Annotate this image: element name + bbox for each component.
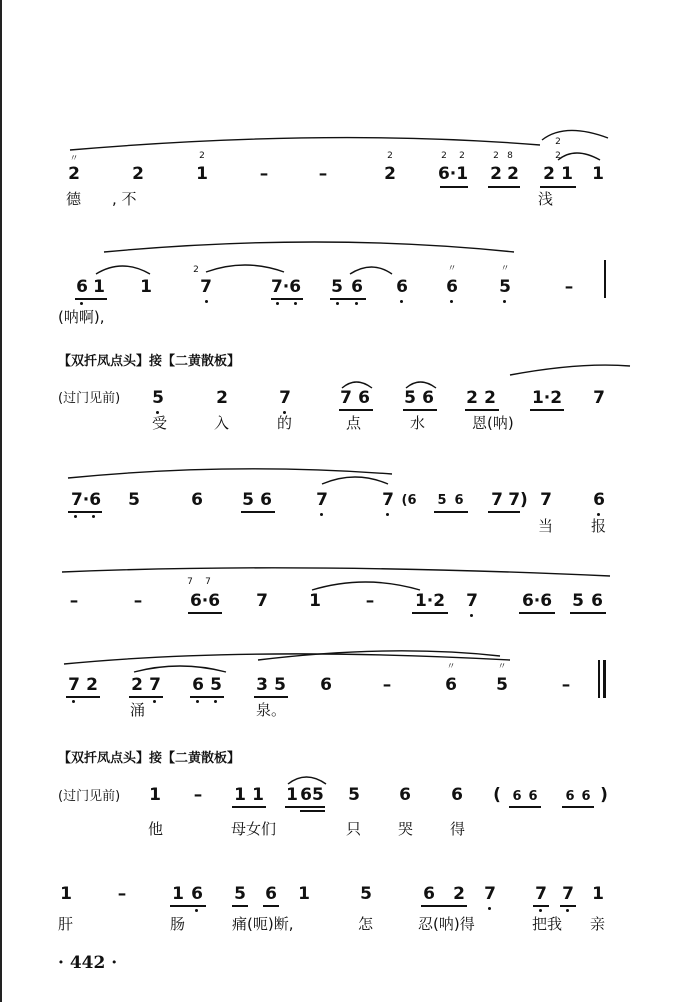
beam xyxy=(403,409,437,411)
note: 7 xyxy=(149,675,161,695)
note: (6 xyxy=(401,493,417,508)
lyric: 母女们 xyxy=(231,820,277,838)
note: 5 xyxy=(234,884,246,904)
note: 6 xyxy=(581,789,591,804)
note: 1·2 xyxy=(414,591,446,611)
note: 7 xyxy=(491,490,503,510)
phrase-slur xyxy=(510,365,630,375)
low-dot xyxy=(72,700,75,703)
lyric: 肝 xyxy=(58,915,74,933)
beam xyxy=(68,511,102,513)
note: 3 xyxy=(256,675,268,695)
barline xyxy=(604,260,606,298)
beam xyxy=(533,905,549,907)
beam xyxy=(519,612,555,614)
grace-note: 2 xyxy=(387,151,393,161)
accent-mark: 〃 xyxy=(447,264,457,274)
note: 2 xyxy=(68,164,80,184)
note: 5 xyxy=(274,675,286,695)
note: 1 xyxy=(60,884,72,904)
note: 6 xyxy=(191,490,203,510)
beam xyxy=(570,612,606,614)
grace-note: 7 xyxy=(187,577,193,587)
note: 6 xyxy=(191,884,203,904)
slur xyxy=(206,265,284,272)
note: 7 xyxy=(200,277,212,297)
lyric: 泉。 xyxy=(256,701,287,719)
accent-mark: 〃 xyxy=(446,662,456,672)
note: 7 xyxy=(382,490,394,510)
note: 6 xyxy=(512,789,522,804)
accent-mark: 〃 xyxy=(497,662,507,672)
low-dot xyxy=(294,302,297,305)
note: 6 xyxy=(399,785,411,805)
beam xyxy=(540,186,576,188)
dash: – xyxy=(365,591,375,611)
note: 6 xyxy=(192,675,204,695)
grace-note: 2 xyxy=(441,151,447,161)
lyric: 受 xyxy=(152,414,168,432)
note: 2 xyxy=(132,164,144,184)
lyric: 当 xyxy=(538,517,554,535)
note: 7 xyxy=(316,490,328,510)
note: 2 xyxy=(131,675,143,695)
low-dot xyxy=(195,909,198,912)
beam xyxy=(421,905,467,907)
low-dot xyxy=(566,909,569,912)
note: 5 xyxy=(242,490,254,510)
low-dot xyxy=(214,700,217,703)
lyric: 只 xyxy=(346,820,362,838)
note: 6 xyxy=(446,277,458,297)
slur xyxy=(558,153,600,160)
note: 2 xyxy=(453,884,465,904)
note: 1 xyxy=(234,785,246,805)
low-dot xyxy=(503,300,506,303)
final-barline-thin xyxy=(598,660,600,698)
note: 6 xyxy=(593,490,605,510)
note: 6 xyxy=(423,884,435,904)
note: 6 xyxy=(76,277,88,297)
low-dot xyxy=(336,302,339,305)
phrase-slur xyxy=(64,654,510,664)
note: 6 xyxy=(320,675,332,695)
note: 1 xyxy=(172,884,184,904)
grace-note: 7 xyxy=(205,577,211,587)
note: 6 xyxy=(358,388,370,408)
note: 1 xyxy=(592,884,604,904)
beam xyxy=(434,511,468,513)
beam xyxy=(465,409,499,411)
prelude-label: (过门见前) xyxy=(58,789,121,804)
low-dot xyxy=(153,700,156,703)
note: 5 xyxy=(152,388,164,408)
note: 6 xyxy=(591,591,603,611)
lyric: 点 xyxy=(346,414,362,432)
slur xyxy=(542,130,608,140)
lyric: 涌 xyxy=(130,701,146,719)
note: 5 xyxy=(437,493,447,508)
low-dot xyxy=(74,515,77,518)
note: 7 xyxy=(340,388,352,408)
low-dot xyxy=(355,302,358,305)
low-dot xyxy=(205,300,208,303)
beam xyxy=(530,409,564,411)
accent-mark: 〃 xyxy=(69,154,79,164)
low-dot xyxy=(400,300,403,303)
grace-note: 2 xyxy=(459,151,465,161)
note: 6 xyxy=(445,675,457,695)
note: 5 xyxy=(360,884,372,904)
note: 5 xyxy=(210,675,222,695)
lyric: 水 xyxy=(410,414,426,432)
dash: – xyxy=(117,884,127,904)
note: 7 xyxy=(279,388,291,408)
note: 6 xyxy=(422,388,434,408)
low-dot xyxy=(488,907,491,910)
grace-note: 2 xyxy=(555,151,561,161)
beam xyxy=(330,298,366,300)
slur xyxy=(322,477,388,484)
note: 5 xyxy=(348,785,360,805)
beam xyxy=(188,612,222,614)
paren-close: ) xyxy=(600,785,608,805)
low-dot xyxy=(276,302,279,305)
note: 1 xyxy=(149,785,161,805)
note: 1 xyxy=(286,785,298,805)
lyric: 报 xyxy=(591,517,607,535)
lyric: 德 xyxy=(66,190,82,208)
note: 2 xyxy=(216,388,228,408)
grace-note: 2 xyxy=(555,137,561,147)
prelude-label: (过门见前) xyxy=(58,391,121,406)
note: 7 xyxy=(562,884,574,904)
lyric: 浅 xyxy=(538,190,554,208)
note: 7 xyxy=(466,591,478,611)
beam xyxy=(488,511,520,513)
dash: – xyxy=(133,591,143,611)
dash: – xyxy=(193,785,203,805)
beam xyxy=(263,905,279,907)
beam xyxy=(66,696,100,698)
dash: – xyxy=(382,675,392,695)
lyric: 得 xyxy=(450,820,466,838)
note: 7) xyxy=(508,490,528,510)
beam xyxy=(129,696,163,698)
note: 5 xyxy=(499,277,511,297)
note: 2 xyxy=(384,164,396,184)
beam xyxy=(339,409,373,411)
note: 5 xyxy=(496,675,508,695)
beam xyxy=(190,696,224,698)
low-dot xyxy=(196,700,199,703)
note: 6 xyxy=(265,884,277,904)
note: 2 xyxy=(484,388,496,408)
dash: – xyxy=(318,164,328,184)
note: 6 xyxy=(454,493,464,508)
beam xyxy=(488,186,520,188)
beam xyxy=(241,511,275,513)
beam xyxy=(509,806,541,808)
phrase-slur xyxy=(70,138,540,150)
lyric: 肠 xyxy=(170,915,186,933)
beam xyxy=(254,696,288,698)
note: 7 xyxy=(540,490,552,510)
grace-note: 2 xyxy=(199,151,205,161)
note: 1 xyxy=(196,164,208,184)
beam xyxy=(412,612,448,614)
note: 6 xyxy=(351,277,363,297)
lyric: , 不 xyxy=(112,190,137,208)
note: 2 xyxy=(543,164,555,184)
note: 5 xyxy=(128,490,140,510)
slur xyxy=(350,267,392,274)
note: 1 xyxy=(140,277,152,297)
dash: – xyxy=(259,164,269,184)
phrase-slur xyxy=(104,242,514,252)
lyric: 把我 xyxy=(532,915,563,933)
lyric: 痛(呃)断, xyxy=(232,915,294,933)
lyric: 他 xyxy=(148,820,164,838)
note: 5 xyxy=(331,277,343,297)
note: 6·1 xyxy=(437,164,469,184)
grace-note: 2 xyxy=(193,265,199,275)
note: 2 xyxy=(507,164,519,184)
beam xyxy=(232,806,266,808)
lyric: 亲 xyxy=(590,915,606,933)
note: 7 xyxy=(68,675,80,695)
note: 5 xyxy=(404,388,416,408)
note: 7 xyxy=(535,884,547,904)
note: 6 xyxy=(260,490,272,510)
note: 1 xyxy=(592,164,604,184)
note: 1 xyxy=(252,785,264,805)
lyric: (呐啊), xyxy=(58,308,105,326)
note: 7 xyxy=(593,388,605,408)
slur xyxy=(134,666,226,672)
phrase-slur xyxy=(62,568,610,576)
page-number: · 442 · xyxy=(58,953,118,973)
dash: – xyxy=(69,591,79,611)
beam xyxy=(562,806,594,808)
note: 5 xyxy=(572,591,584,611)
note: 7 xyxy=(484,884,496,904)
lyric: 的 xyxy=(277,414,293,432)
beam xyxy=(285,806,325,808)
note: 6·6 xyxy=(521,591,553,611)
note: 65 xyxy=(300,785,324,805)
lyric: 哭 xyxy=(398,820,414,838)
lyric: 忍(呐)得 xyxy=(418,915,475,933)
low-dot xyxy=(320,513,323,516)
final-barline-thick xyxy=(603,660,606,698)
note: 1 xyxy=(561,164,573,184)
note: 6 xyxy=(451,785,463,805)
lyric: 入 xyxy=(214,414,230,432)
grace-note: 2 xyxy=(493,151,499,161)
note: 7·6 xyxy=(270,277,302,297)
low-dot xyxy=(450,300,453,303)
note: 6 xyxy=(528,789,538,804)
section-heading: 【双扦凤点头】接【二黄散板】 xyxy=(58,751,241,766)
note: 2 xyxy=(490,164,502,184)
slur xyxy=(96,266,150,274)
note: 6·6 xyxy=(189,591,221,611)
low-dot xyxy=(539,909,542,912)
phrase-slur xyxy=(68,469,392,478)
note: 2 xyxy=(86,675,98,695)
beam xyxy=(300,810,325,812)
note: 1 xyxy=(309,591,321,611)
beam xyxy=(560,905,576,907)
low-dot xyxy=(92,515,95,518)
note: 6 xyxy=(396,277,408,297)
note: 1 xyxy=(93,277,105,297)
paren-open: ( xyxy=(493,785,501,805)
low-dot xyxy=(470,614,473,617)
low-dot xyxy=(597,513,600,516)
beam xyxy=(170,905,206,907)
note: 2 xyxy=(466,388,478,408)
beam xyxy=(75,298,107,300)
lyric: 怎 xyxy=(358,915,374,933)
slur xyxy=(258,651,500,660)
slur xyxy=(288,777,326,784)
note: 7 xyxy=(256,591,268,611)
page-left-border xyxy=(0,0,2,1002)
grace-note: 8 xyxy=(507,151,513,161)
beam xyxy=(440,186,468,188)
low-dot xyxy=(80,302,83,305)
note: 1 xyxy=(298,884,310,904)
section-heading: 【双扦凤点头】接【二黄散板】 xyxy=(58,354,241,369)
low-dot xyxy=(386,513,389,516)
note: 6 xyxy=(565,789,575,804)
note: 7·6 xyxy=(70,490,102,510)
dash: – xyxy=(564,277,574,297)
fermata-accent: 〃 xyxy=(500,264,510,274)
dash: – xyxy=(561,675,571,695)
beam xyxy=(232,905,248,907)
lyric: 恩(呐) xyxy=(472,414,514,432)
note: 1·2 xyxy=(531,388,563,408)
beam xyxy=(271,298,303,300)
slur xyxy=(312,582,420,590)
